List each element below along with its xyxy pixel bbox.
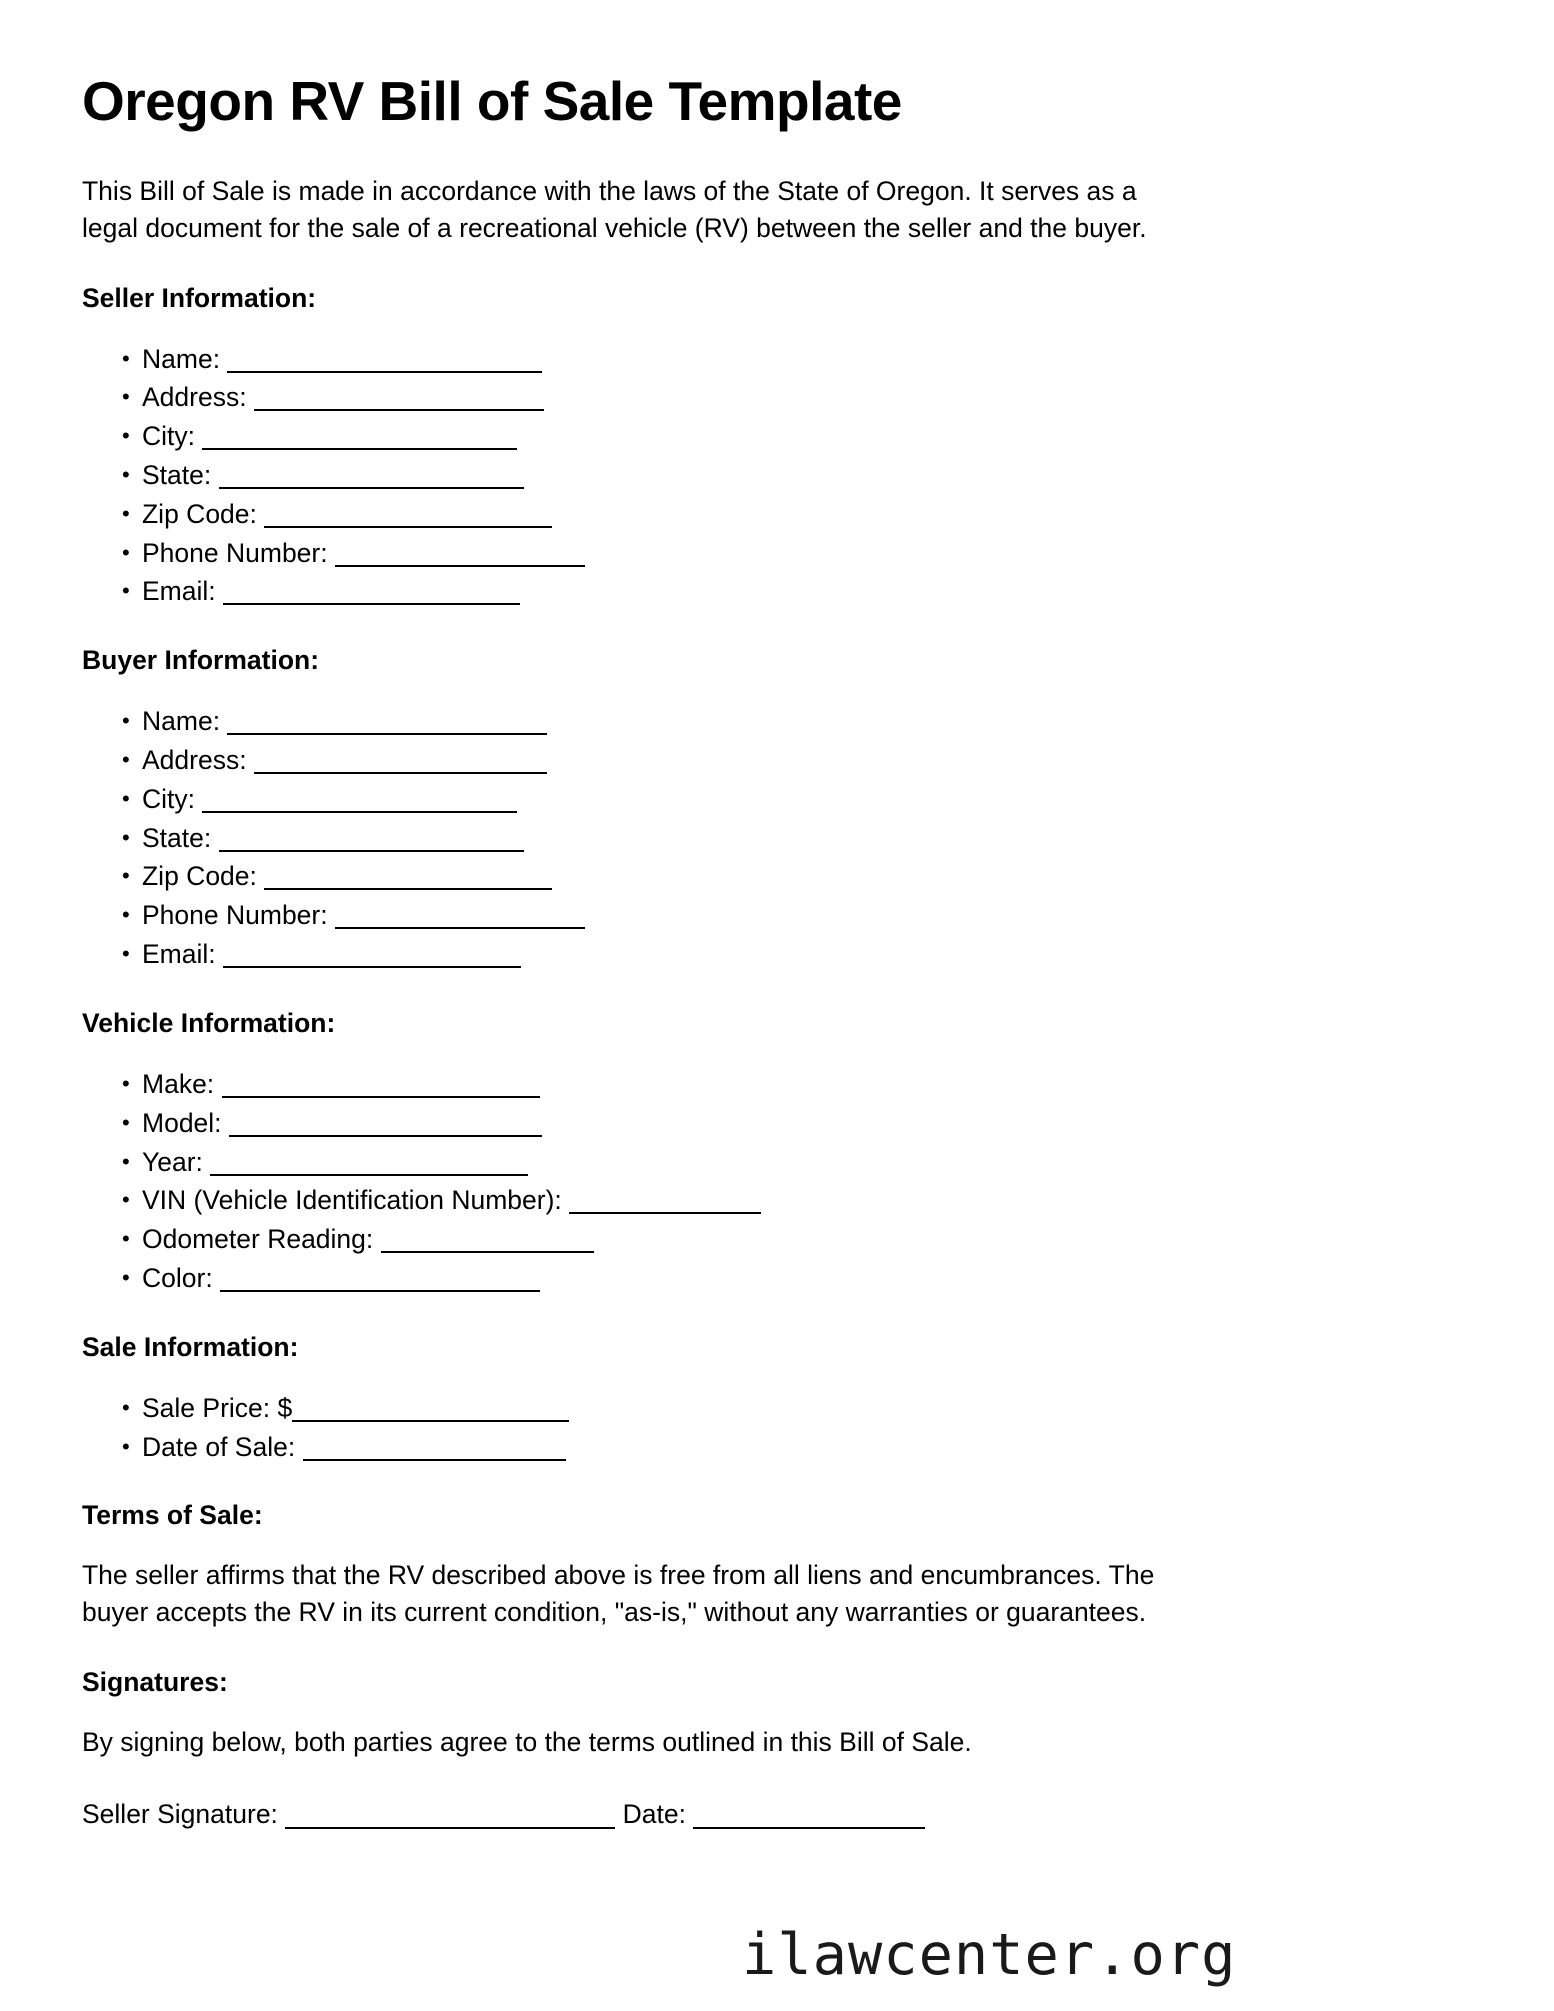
sale-information-list xyxy=(82,1389,1474,1467)
field-label: Zip Code: xyxy=(142,861,257,892)
field-label: City: xyxy=(142,421,195,452)
field-label: VIN (Vehicle Identification Number): xyxy=(142,1185,562,1216)
field-label: Phone Number: xyxy=(142,900,328,931)
field-label: State: xyxy=(142,822,212,853)
field-blank[interactable] xyxy=(264,888,552,890)
bullet-icon: • xyxy=(122,345,130,371)
seller-signature-label: Seller Signature: xyxy=(82,1799,278,1830)
seller-signature-row xyxy=(82,1796,1474,1833)
field-blank[interactable] xyxy=(223,966,521,968)
list-item xyxy=(82,378,1474,417)
list-item xyxy=(82,534,1474,573)
field-blank[interactable] xyxy=(335,927,585,929)
bullet-icon: • xyxy=(122,1148,130,1174)
field-blank[interactable] xyxy=(254,409,544,411)
field-blank[interactable] xyxy=(381,1251,594,1253)
list-item xyxy=(82,741,1474,780)
field-blank[interactable] xyxy=(223,603,520,605)
bullet-icon: • xyxy=(122,941,130,967)
bullet-icon: • xyxy=(122,863,130,889)
list-item xyxy=(82,1259,1474,1298)
list-item xyxy=(82,1428,1474,1467)
bullet-icon: • xyxy=(122,1070,130,1096)
signatures-heading: Signatures: xyxy=(82,1666,228,1697)
list-item xyxy=(82,417,1474,456)
field-blank[interactable] xyxy=(219,850,524,852)
field-label: City: xyxy=(142,783,195,814)
list-item xyxy=(82,896,1474,935)
list-item xyxy=(82,1143,1474,1182)
watermark: ilawcenter.org xyxy=(742,1922,1237,1988)
field-label: Address: xyxy=(142,382,247,413)
list-item xyxy=(82,702,1474,741)
field-blank[interactable] xyxy=(229,1135,542,1137)
field-blank[interactable] xyxy=(220,1290,540,1292)
field-label: Zip Code: xyxy=(142,498,257,529)
seller-information-heading: Seller Information: xyxy=(82,282,317,313)
buyer-information-list xyxy=(82,702,1474,974)
bullet-icon: • xyxy=(122,902,130,928)
buyer-information-heading: Buyer Information: xyxy=(82,645,320,676)
field-label: Odometer Reading: xyxy=(142,1224,374,1255)
field-blank[interactable] xyxy=(227,733,547,735)
field-blank[interactable] xyxy=(210,1174,528,1176)
field-blank[interactable] xyxy=(219,487,524,489)
field-label: Name: xyxy=(142,706,221,737)
field-blank[interactable] xyxy=(202,448,517,450)
field-label: Year: xyxy=(142,1146,203,1177)
field-label: Date of Sale: xyxy=(142,1431,296,1462)
terms-of-sale-heading: Terms of Sale: xyxy=(82,1500,263,1531)
field-label: Make: xyxy=(142,1068,215,1099)
signatures-body: By signing below, both parties agree to the terms outlined in this Bill of Sale. xyxy=(82,1726,972,1757)
field-label: Address: xyxy=(142,745,247,776)
list-item xyxy=(82,1181,1474,1220)
field-label: Email: xyxy=(142,576,216,607)
bullet-icon: • xyxy=(122,747,130,773)
seller-signature-blank[interactable] xyxy=(285,1827,615,1829)
bullet-icon: • xyxy=(122,785,130,811)
field-blank[interactable] xyxy=(254,772,547,774)
bullet-icon: • xyxy=(122,708,130,734)
field-label: Sale Price: $ xyxy=(142,1392,293,1423)
list-item xyxy=(82,819,1474,858)
date-label: Date: xyxy=(622,1799,687,1830)
field-label: Name: xyxy=(142,343,221,374)
terms-of-sale-body: The seller affirms that the RV described above is free from all liens and encumbrances. The buyer accepts the RV in its current condition, "as-is," without any warranties or guarantees. xyxy=(82,1560,1155,1627)
bullet-icon: • xyxy=(122,1394,130,1420)
bullet-icon: • xyxy=(122,384,130,410)
field-blank[interactable] xyxy=(335,565,585,567)
list-item xyxy=(82,1220,1474,1259)
intro-paragraph: This Bill of Sale is made in accordance with the laws of the State of Oregon. It serves as a legal document for the sale of a recreational vehicle (RV) between the seller and the buyer. xyxy=(82,176,1147,243)
list-item xyxy=(82,456,1474,495)
field-label: Model: xyxy=(142,1107,222,1138)
field-label: State: xyxy=(142,459,212,490)
field-label: Phone Number: xyxy=(142,537,328,568)
bullet-icon: • xyxy=(122,539,130,565)
list-item xyxy=(82,1065,1474,1104)
list-item xyxy=(82,572,1474,611)
bullet-icon: • xyxy=(122,500,130,526)
field-label: Color: xyxy=(142,1262,213,1293)
field-blank[interactable] xyxy=(222,1096,540,1098)
field-blank[interactable] xyxy=(202,811,517,813)
list-item xyxy=(82,935,1474,974)
list-item xyxy=(82,340,1474,379)
bullet-icon: • xyxy=(122,824,130,850)
vehicle-information-list xyxy=(82,1065,1474,1298)
date-blank[interactable] xyxy=(693,1827,925,1829)
list-item xyxy=(82,780,1474,819)
field-blank[interactable] xyxy=(227,371,542,373)
bullet-icon: • xyxy=(122,1264,130,1290)
field-label: Email: xyxy=(142,939,216,970)
field-blank[interactable] xyxy=(569,1212,761,1214)
bullet-icon: • xyxy=(122,1187,130,1213)
field-blank[interactable] xyxy=(303,1459,566,1461)
bullet-icon: • xyxy=(122,1433,130,1459)
bullet-icon: • xyxy=(122,423,130,449)
field-blank[interactable] xyxy=(292,1420,569,1422)
seller-information-list xyxy=(82,340,1474,612)
list-item xyxy=(82,495,1474,534)
field-blank[interactable] xyxy=(264,526,552,528)
list-item xyxy=(82,1389,1474,1428)
bullet-icon: • xyxy=(122,461,130,487)
list-item xyxy=(82,1104,1474,1143)
vehicle-information-heading: Vehicle Information: xyxy=(82,1007,336,1038)
bullet-icon: • xyxy=(122,1226,130,1252)
bullet-icon: • xyxy=(122,578,130,604)
bullet-icon: • xyxy=(122,1109,130,1135)
sale-information-heading: Sale Information: xyxy=(82,1331,299,1362)
page-title: Oregon RV Bill of Sale Template xyxy=(82,70,902,132)
list-item xyxy=(82,857,1474,896)
